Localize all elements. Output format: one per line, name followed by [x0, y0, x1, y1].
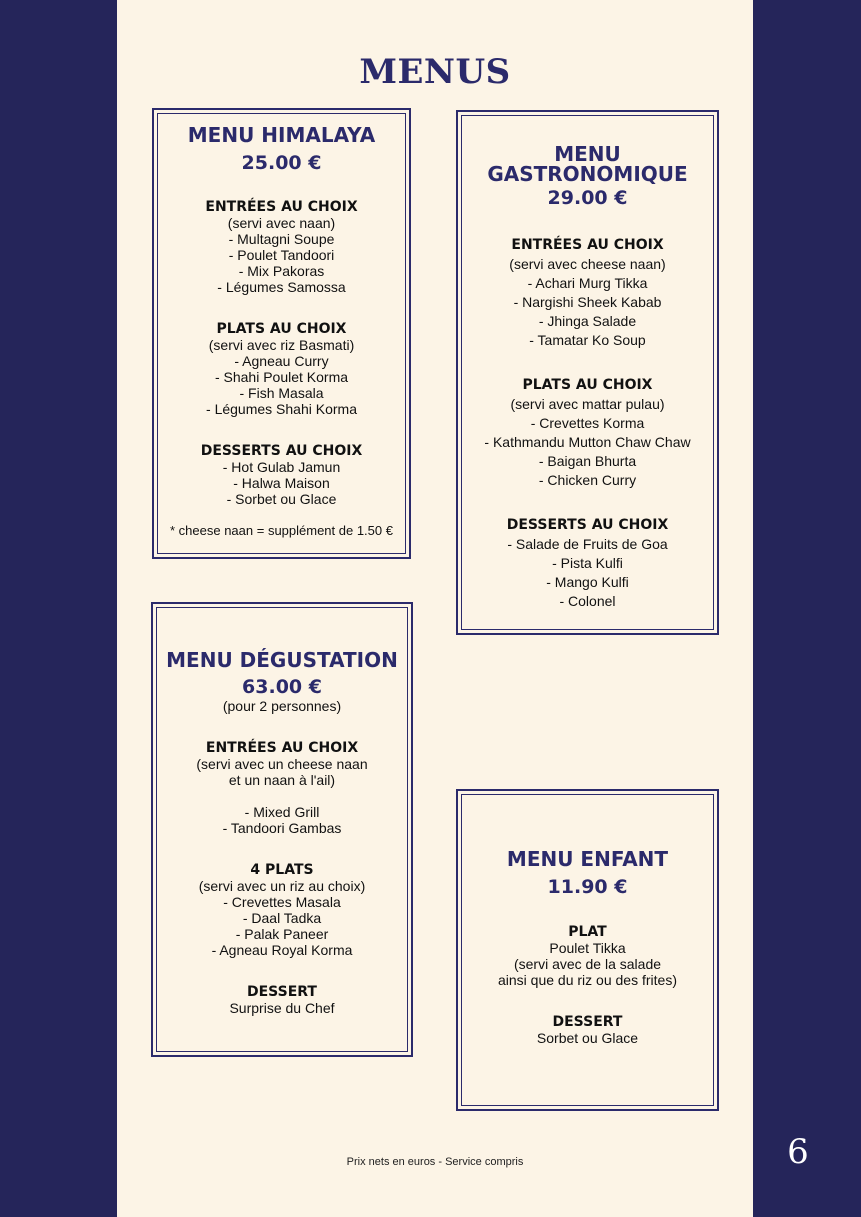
gastronomique-plats-section: [462, 376, 713, 490]
section-title: DESSERTS AU CHOIX: [506, 517, 669, 533]
menu-line: - Agneau Royal Korma: [211, 942, 353, 958]
menu-enfant-box: [456, 789, 719, 1111]
menu-line: - Crevettes Masala: [223, 894, 341, 910]
section-title: ENTRÉES AU CHOIX: [511, 237, 664, 253]
menu-degustation-price: 63.00 €: [242, 676, 322, 698]
section-title: 4 PLATS: [250, 862, 314, 878]
menu-himalaya-name: MENU HIMALAYA: [187, 123, 376, 147]
himalaya-entrees-section: [158, 199, 405, 295]
menu-line: - Poulet Tandoori: [228, 247, 335, 263]
menu-line: (servi avec mattar pulau): [510, 396, 665, 412]
menu-gastronomique-price: 29.00 €: [547, 187, 628, 209]
menu-line: - Multagni Soupe: [228, 231, 335, 247]
menu-line: - Mixed Grill: [244, 804, 320, 820]
menu-line: Poulet Tikka: [549, 940, 626, 956]
menu-enfant-price: 11.90 €: [547, 876, 628, 898]
menu-degustation-name: MENU DÉGUSTATION: [166, 648, 398, 672]
menu-line: - Achari Murg Tikka: [527, 275, 648, 291]
menu-himalaya-box: [152, 108, 411, 559]
menu-degustation-inner: [156, 607, 408, 1052]
menu-enfant-inner: [461, 794, 714, 1106]
menu-line: - Jhinga Salade: [538, 313, 637, 329]
menu-line: - Palak Paneer: [235, 926, 329, 942]
menu-degustation-subtitle: (pour 2 personnes): [222, 698, 342, 714]
menu-himalaya-note: * cheese naan = supplément de 1.50 €: [170, 523, 393, 538]
menu-line: (servi avec un riz au choix): [198, 878, 366, 894]
menu-line: - Agneau Curry: [234, 353, 329, 369]
menu-line: - Tamatar Ko Soup: [529, 332, 646, 348]
menu-line: - Mango Kulfi: [546, 574, 629, 590]
section-title: PLATS AU CHOIX: [216, 321, 347, 337]
footer-note: Prix nets en euros - Service compris: [346, 1156, 524, 1168]
enfant-dessert-section: [462, 1014, 713, 1046]
menu-line: - Crevettes Korma: [530, 415, 645, 431]
menu-line: (servi avec de la salade: [513, 956, 662, 972]
menu-line: (servi avec riz Basmati): [208, 337, 355, 353]
menu-gastronomique-box: [456, 110, 719, 635]
menu-line: - Tandoori Gambas: [222, 820, 342, 836]
section-title: ENTRÉES AU CHOIX: [205, 199, 358, 215]
menu-line: ainsi que du riz ou des frites): [498, 972, 677, 988]
degustation-grill-section: [157, 804, 407, 836]
section-title: PLATS AU CHOIX: [522, 377, 653, 393]
menu-line: - Sorbet ou Glace: [226, 491, 337, 507]
gastronomique-entrees-section: [462, 236, 713, 350]
degustation-plats-section: [157, 862, 407, 958]
menu-line: - Fish Masala: [239, 385, 324, 401]
menu-line: Surprise du Chef: [229, 1000, 335, 1016]
menu-line: - Baigan Bhurta: [538, 453, 637, 469]
section-title: DESSERT: [247, 984, 317, 1000]
himalaya-plats-section: [158, 321, 405, 417]
section-title: ENTRÉES AU CHOIX: [205, 740, 359, 756]
menu-gastronomique-name: MENU: [554, 142, 621, 166]
menu-gastronomique-inner: [461, 115, 714, 630]
menu-line: - Colonel: [559, 593, 616, 609]
menu-line: - Nargishi Sheek Kabab: [513, 294, 662, 310]
menu-himalaya-inner: [157, 113, 406, 554]
menu-enfant-name: MENU ENFANT: [506, 847, 669, 871]
degustation-entrees-section: [157, 740, 407, 788]
menu-himalaya-price: 25.00 €: [241, 152, 322, 174]
degustation-dessert-section: [157, 984, 407, 1016]
menu-line: - Mix Pakoras: [238, 263, 325, 279]
menu-line: - Kathmandu Mutton Chaw Chaw: [484, 434, 691, 450]
menu-line: - Hot Gulab Jamun: [222, 459, 341, 475]
section-title: DESSERT: [552, 1014, 623, 1030]
gastronomique-desserts-section: [462, 516, 713, 611]
menu-line: - Pista Kulfi: [552, 555, 623, 571]
menu-line: Sorbet ou Glace: [536, 1030, 639, 1046]
page-title: MENUS: [359, 52, 511, 92]
menu-line: (servi avec naan): [227, 215, 336, 231]
menu-line: (servi avec un cheese naan: [196, 756, 368, 772]
menu-line: - Salade de Fruits de Goa: [507, 536, 668, 552]
menu-line: - Halwa Maison: [233, 475, 330, 491]
menu-line: - Daal Tadka: [242, 910, 322, 926]
section-title: DESSERTS AU CHOIX: [200, 443, 363, 459]
page-number: 6: [787, 1132, 809, 1172]
menu-line: et un naan à l'ail): [228, 772, 336, 788]
menu-line: - Chicken Curry: [538, 472, 637, 488]
himalaya-desserts-section: [158, 443, 405, 507]
menu-line: - Légumes Samossa: [217, 279, 346, 295]
enfant-plat-section: [462, 924, 713, 988]
section-title: PLAT: [568, 924, 607, 940]
menu-gastronomique-name-line2: GASTRONOMIQUE: [487, 162, 688, 186]
menu-degustation-box: [151, 602, 413, 1057]
menu-line: - Légumes Shahi Korma: [206, 401, 357, 417]
menu-line: - Shahi Poulet Korma: [214, 369, 349, 385]
menu-line: (servi avec cheese naan): [509, 256, 666, 272]
